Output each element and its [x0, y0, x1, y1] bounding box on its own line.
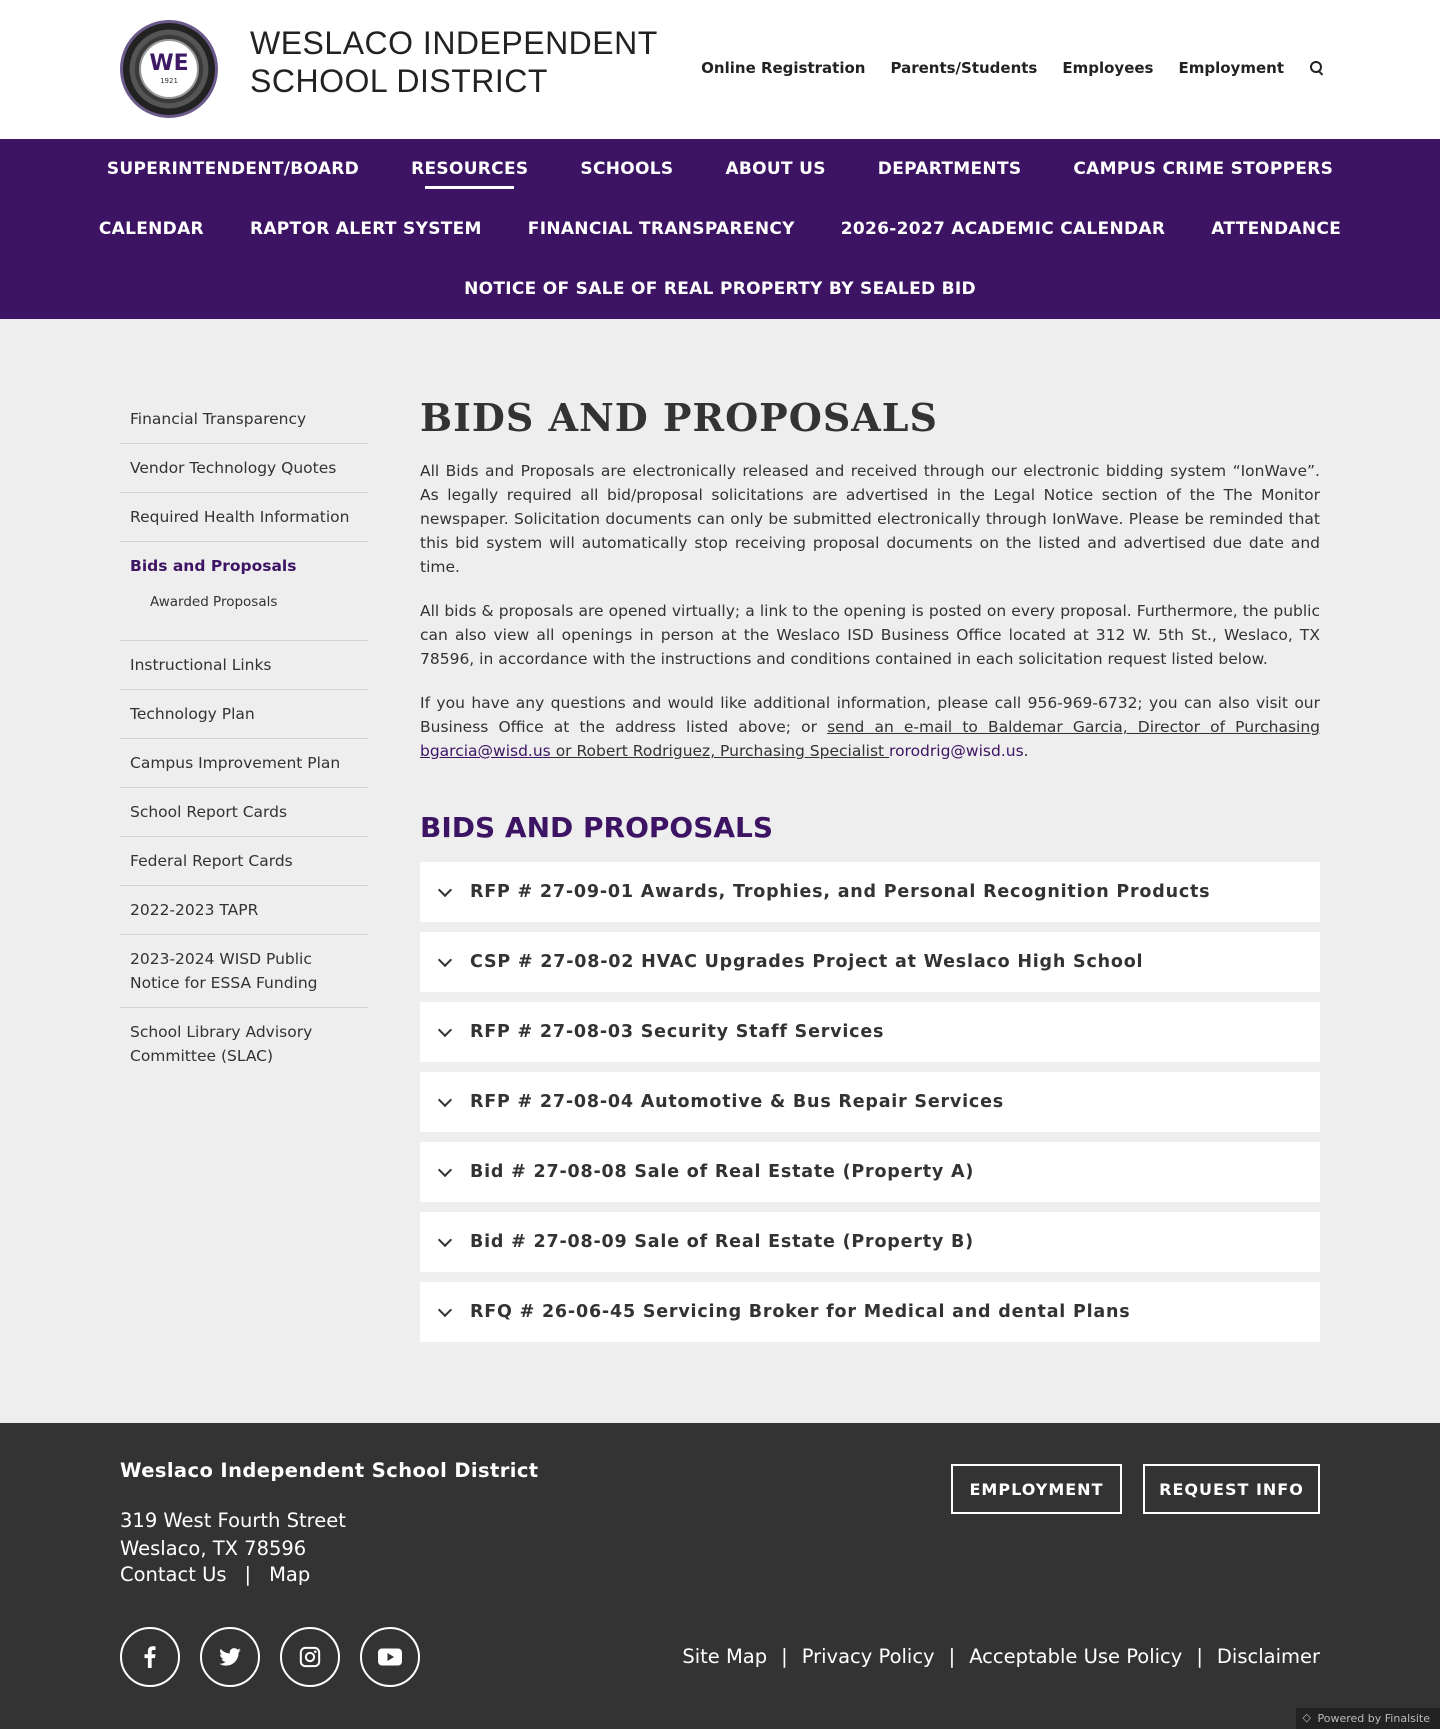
- nav-campus-crime-stoppers[interactable]: CAMPUS CRIME STOPPERS: [1073, 159, 1334, 179]
- disclaimer-link[interactable]: Disclaimer: [1216, 1645, 1320, 1668]
- nav-attendance[interactable]: ATTENDANCE: [1211, 219, 1342, 239]
- legal-separator: |: [781, 1645, 788, 1668]
- sidebar-item-school-report-cards[interactable]: School Report Cards: [120, 788, 368, 837]
- sidebar-item-vendor-technology-quotes[interactable]: Vendor Technology Quotes: [120, 444, 368, 493]
- footer-contact-link[interactable]: Contact Us: [120, 1563, 227, 1586]
- nav-schools[interactable]: SCHOOLS: [580, 159, 674, 179]
- sidebar-item-required-health-information[interactable]: Required Health Information: [120, 493, 368, 542]
- logo-text: WE: [149, 51, 189, 76]
- legal-links: [682, 1645, 1320, 1668]
- email-baldemar-link[interactable]: send an e-mail to Baldemar Garcia, Director of Purchasing: [827, 718, 1320, 736]
- main-nav: [0, 139, 1440, 319]
- main-article: [420, 395, 1320, 1352]
- chevron-down-icon: [438, 1232, 452, 1246]
- accordion-label: RFQ # 26-06-45 Servicing Broker for Medical and dental Plans: [470, 1302, 1131, 1322]
- section-title: BIDS AND PROPOSALS: [420, 811, 774, 844]
- sidebar-nav: [120, 395, 368, 1080]
- contact-paragraph: [420, 691, 1320, 763]
- sidebar-item-campus-improvement-plan[interactable]: Campus Improvement Plan: [120, 739, 368, 788]
- sidebar-item-tapr[interactable]: 2022-2023 TAPR: [120, 886, 368, 935]
- accordion-label: RFP # 27-08-04 Automotive & Bus Repair Services: [470, 1092, 1004, 1112]
- nav-notice-of-sale[interactable]: NOTICE OF SALE OF REAL PROPERTY BY SEALED BID: [464, 279, 976, 299]
- footer-address: [120, 1507, 346, 1563]
- main-nav-row-1: [0, 159, 1440, 179]
- nav-academic-calendar[interactable]: 2026-2027 ACADEMIC CALENDAR: [840, 219, 1166, 239]
- utility-link-parents-students[interactable]: Parents/Students: [890, 59, 1038, 77]
- sidebar-item-technology-plan[interactable]: Technology Plan: [120, 690, 368, 739]
- main-nav-row-3: [0, 279, 1440, 299]
- footer-contact-links: [120, 1563, 310, 1586]
- main-nav-row-2: [0, 219, 1440, 239]
- youtube-icon: [378, 1648, 402, 1666]
- nav-resources[interactable]: RESOURCES: [411, 159, 529, 179]
- contact-text: If you have any questions and would like additional information, please call 956-969-6732; you can also visit our Business Office at the address listed above; or: [420, 694, 1320, 736]
- legal-separator: |: [948, 1645, 956, 1668]
- accordion-rfp-27-08-03[interactable]: [420, 1002, 1320, 1062]
- chevron-down-icon: [438, 1162, 452, 1176]
- accordion-rfp-27-08-04[interactable]: [420, 1072, 1320, 1132]
- footer-map-link[interactable]: Map: [269, 1563, 311, 1586]
- legal-separator: |: [1196, 1645, 1203, 1668]
- chevron-down-icon: [438, 952, 452, 966]
- powered-by-finalsite[interactable]: ◇ Powered by Finalsite: [1296, 1708, 1440, 1729]
- facebook-link[interactable]: [120, 1627, 180, 1687]
- instagram-link[interactable]: [280, 1627, 340, 1687]
- sidebar-item-financial-transparency[interactable]: Financial Transparency: [120, 395, 368, 444]
- email-bgarcia-link[interactable]: bgarcia@wisd.us: [420, 742, 551, 760]
- facebook-icon: [140, 1646, 160, 1668]
- acceptable-use-policy-link[interactable]: Acceptable Use Policy: [969, 1645, 1183, 1668]
- chevron-down-icon: [438, 1092, 452, 1106]
- employment-button[interactable]: EMPLOYMENT: [951, 1464, 1122, 1514]
- utility-link-online-registration[interactable]: Online Registration: [701, 59, 866, 77]
- nav-financial-transparency[interactable]: FINANCIAL TRANSPARENCY: [527, 219, 795, 239]
- footer-address-line2: Weslaco, TX 78596: [120, 1537, 307, 1560]
- accordion-label: CSP # 27-08-02 HVAC Upgrades Project at Weslaco High School: [470, 952, 1144, 972]
- site-title-line2: SCHOOL DISTRICT: [250, 63, 548, 99]
- utility-link-employment[interactable]: Employment: [1178, 59, 1284, 77]
- site-title-line1: WESLACO INDEPENDENT: [250, 25, 658, 61]
- contact-end: .: [1023, 742, 1029, 760]
- accordion-label: Bid # 27-08-08 Sale of Real Estate (Property A): [470, 1162, 975, 1182]
- chevron-down-icon: [438, 882, 452, 896]
- twitter-icon: [219, 1648, 241, 1666]
- footer-separator: |: [244, 1563, 252, 1586]
- sidebar-item-bids-and-proposals[interactable]: Bids and Proposals: [130, 557, 297, 575]
- instagram-icon: [299, 1646, 321, 1668]
- email-rorodrig-link[interactable]: rorodrig@wisd.us: [889, 742, 1024, 760]
- accordion-label: RFP # 27-09-01 Awards, Trophies, and Personal Recognition Products: [470, 882, 1211, 902]
- request-info-button[interactable]: REQUEST INFO: [1143, 1464, 1320, 1514]
- district-logo[interactable]: [120, 20, 218, 118]
- accordion-csp-27-08-02[interactable]: [420, 932, 1320, 992]
- search-icon[interactable]: [1309, 60, 1325, 76]
- utility-nav: [701, 59, 1325, 77]
- privacy-policy-link[interactable]: Privacy Policy: [801, 1645, 935, 1668]
- nav-raptor-alert-system[interactable]: RAPTOR ALERT SYSTEM: [249, 219, 482, 239]
- accordion-bid-27-08-08[interactable]: [420, 1142, 1320, 1202]
- footer-district-name: Weslaco Independent School District: [120, 1459, 539, 1482]
- intro-paragraph-1: All Bids and Proposals are electronically released and received through our electronic bidding system “IonWave”. As legally required all bid/proposal solicitations are advertised in the Legal Notice section of the The Monitor newspaper. Solicitation documents can only be submitted electronically through IonWave. Please be reminded that this bid system will automatically stop receiving proposal documents on the listed and advertised due date and time.: [420, 462, 1320, 576]
- nav-about-us[interactable]: ABOUT US: [725, 159, 826, 179]
- site-footer: [0, 1423, 1440, 1729]
- chevron-down-icon: [438, 1022, 452, 1036]
- nav-departments[interactable]: DEPARTMENTS: [877, 159, 1022, 179]
- accordion-rfp-27-09-01[interactable]: [420, 862, 1320, 922]
- footer-address-line1: 319 West Fourth Street: [120, 1509, 346, 1532]
- intro-paragraph-2: All bids & proposals are opened virtually; a link to the opening is posted on every proposal. Furthermore, the public can also view all openings in person at the Weslaco ISD Business Office located at 312 W. 5th St., Weslaco, TX 78596, in accordance with the instructions and conditions contained in each solicitation request listed below.: [420, 602, 1320, 668]
- sidebar-item-slac[interactable]: School Library Advisory Committee (SLAC): [130, 1023, 313, 1065]
- email-robert-link[interactable]: or Robert Rodriguez, Purchasing Specialist: [550, 742, 890, 760]
- sidebar-item-federal-report-cards[interactable]: Federal Report Cards: [120, 837, 368, 886]
- site-map-link[interactable]: Site Map: [682, 1645, 768, 1668]
- twitter-link[interactable]: [200, 1627, 260, 1687]
- accordion-label: Bid # 27-08-09 Sale of Real Estate (Property B): [470, 1232, 974, 1252]
- page-title: BIDS AND PROPOSALS: [420, 395, 938, 440]
- social-links: [120, 1627, 420, 1687]
- chevron-down-icon: [438, 1302, 452, 1316]
- nav-superintendent-board[interactable]: SUPERINTENDENT/BOARD: [106, 159, 360, 179]
- youtube-link[interactable]: [360, 1627, 420, 1687]
- utility-link-employees[interactable]: Employees: [1062, 59, 1154, 77]
- sidebar-item-instructional-links[interactable]: Instructional Links: [120, 641, 368, 690]
- accordion-bid-27-08-09[interactable]: [420, 1212, 1320, 1272]
- page-content: [0, 319, 1440, 1423]
- logo-seal: [139, 39, 199, 99]
- logo-year: 1921: [160, 77, 178, 85]
- sidebar-item-essa-funding[interactable]: 2023-2024 WISD Public Notice for ESSA Funding: [120, 935, 368, 1008]
- accordion-label: RFP # 27-08-03 Security Staff Services: [470, 1022, 885, 1042]
- nav-calendar[interactable]: CALENDAR: [98, 219, 204, 239]
- accordion-rfq-26-06-45[interactable]: [420, 1282, 1320, 1342]
- sidebar-subitem-awarded-proposals[interactable]: Awarded Proposals: [120, 590, 368, 641]
- site-header: [0, 0, 1440, 139]
- site-title[interactable]: [250, 24, 670, 100]
